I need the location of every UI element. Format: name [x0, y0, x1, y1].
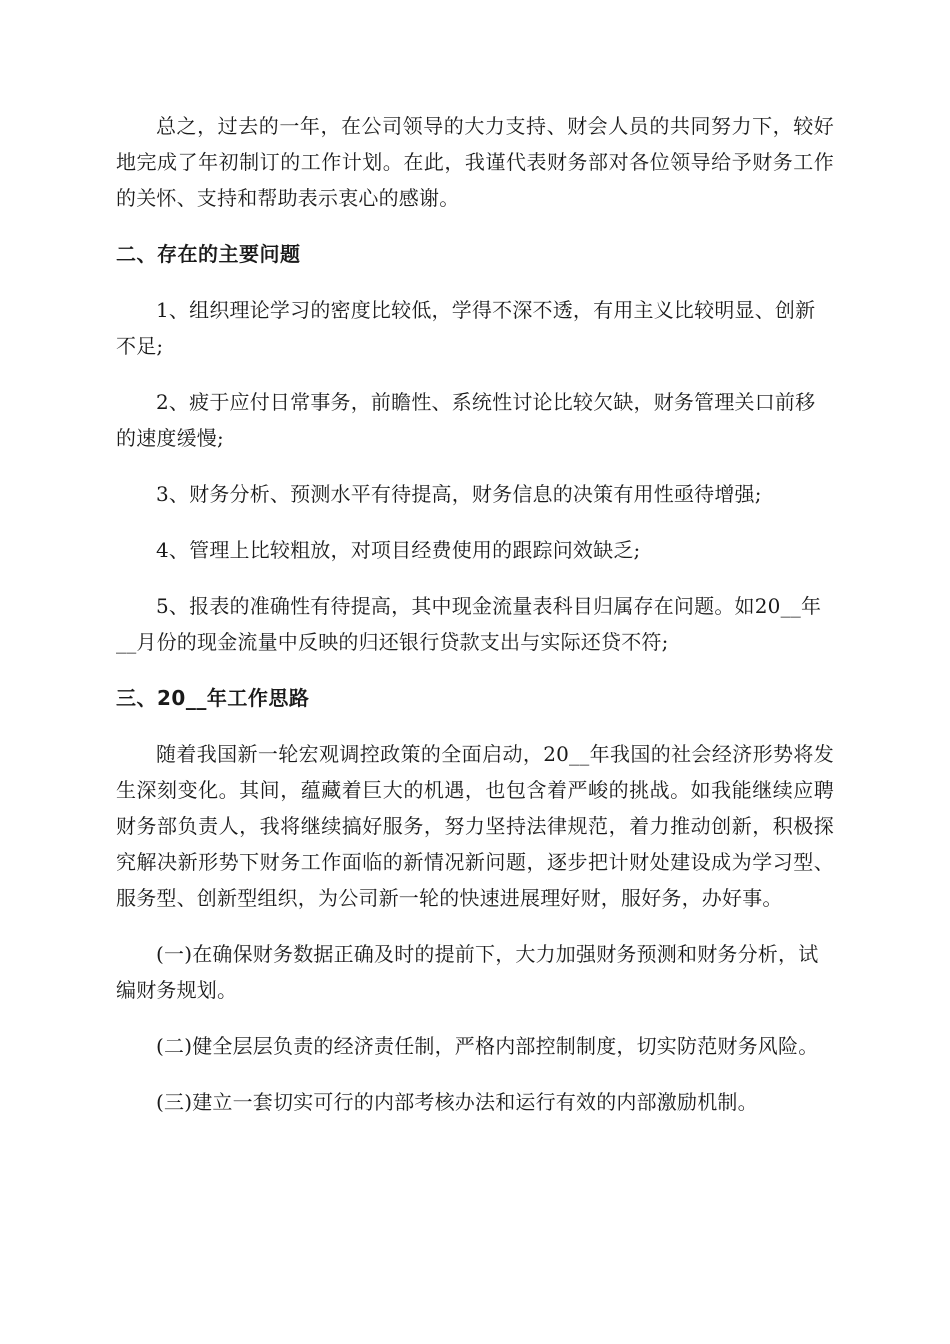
section-2-item-4: 4、管理上比较粗放，对项目经费使用的跟踪问效缺乏;: [156, 538, 641, 562]
section-2-item-5: 5、报表的准确性有待提高，其中现金流量表科目归属存在问题。如20__年__月份的现金流量中反映的归还银行贷款支出与实际还贷不符;: [116, 594, 822, 654]
section-3-paragraph: 随着我国新一轮宏观调控政策的全面启动，20__年我国的社会经济形势将发生深刻变化。其间，蕴藏着巨大的机遇，也包含着严峻的挑战。如我能继续应聘财务部负责人，我将继续搞好服务，努力坚持法律规范，着力推动创新，积极探究解决新形势下财务工作面临的新情况新问题，逐步把计财处建设成为学习型、服务型、创新型组织，为公司新一轮的快速进展理好财，服好务，办好事。: [116, 742, 834, 910]
section-2-heading: 二、存在的主要问题: [116, 242, 301, 266]
section-3-item-1: (一)在确保财务数据正确及时的提前下，大力加强财务预测和财务分析，试编财务规划。: [116, 942, 819, 1002]
section-3-heading: 三、20__年工作思路: [116, 686, 310, 710]
section-2-item-2: 2、疲于应付日常事务，前瞻性、系统性讨论比较欠缺，财务管理关口前移的速度缓慢;: [116, 390, 816, 450]
document-page: [116, 108, 834, 1140]
section-3-item-3: (三)建立一套切实可行的内部考核办法和运行有效的内部激励机制。: [156, 1090, 758, 1114]
section-2-item-1: 1、组织理论学习的密度比较低，学得不深不透，有用主义比较明显、创新不足;: [116, 298, 816, 358]
intro-paragraph: 总之，过去的一年，在公司领导的大力支持、财会人员的共同努力下，较好地完成了年初制订的工作计划。在此，我谨代表财务部对各位领导给予财务工作的关怀、支持和帮助表示衷心的感谢。: [116, 114, 834, 210]
section-3-item-2: (二)健全层层负责的经济责任制，严格内部控制制度，切实防范财务风险。: [156, 1034, 819, 1058]
section-2-item-3: 3、财务分析、预测水平有待提高，财务信息的决策有用性亟待增强;: [156, 482, 762, 506]
